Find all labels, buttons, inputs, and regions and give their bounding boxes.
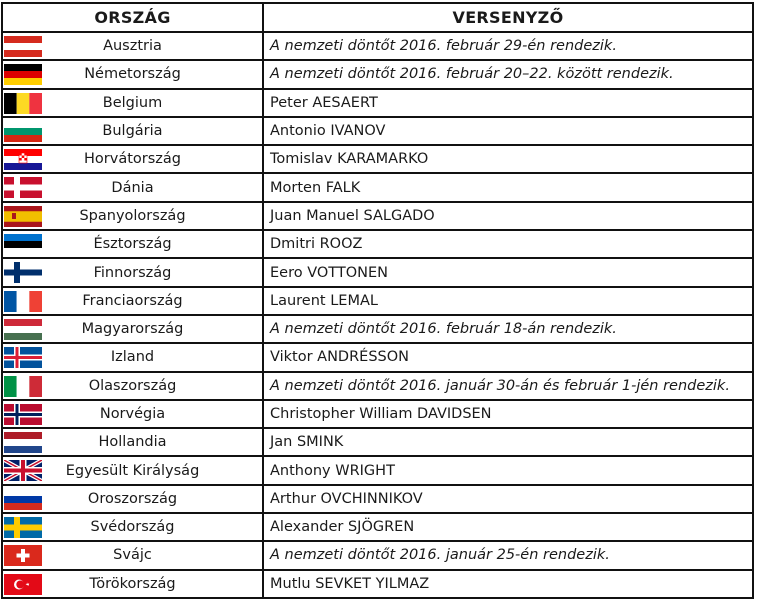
country-cell <box>2 32 263 60</box>
uk-flag-icon <box>4 460 42 481</box>
denmark-flag-icon <box>4 177 42 198</box>
country-cell <box>2 145 263 173</box>
competitor-column-header: VERSENYZŐ <box>263 3 753 32</box>
country-cell <box>2 372 263 400</box>
competitor-cell: Mutlu SEVKET YILMAZ <box>263 570 753 598</box>
table-row <box>2 428 753 456</box>
table-row <box>2 400 753 428</box>
competitor-cell: Eero VOTTONEN <box>263 258 753 286</box>
country-cell <box>2 287 263 315</box>
country-cell <box>2 202 263 230</box>
germany-flag-icon <box>4 64 42 85</box>
competitor-cell: Alexander SJÖGREN <box>263 513 753 541</box>
country-name: Oroszország <box>87 490 178 507</box>
country-name: Izland <box>110 349 155 366</box>
country-name: Törökország <box>89 575 176 592</box>
estonia-flag-icon <box>4 234 42 255</box>
country-name: Svájc <box>113 547 152 564</box>
finland-flag-icon <box>4 262 42 283</box>
country-cell <box>2 541 263 569</box>
competitor-cell: Tomislav KARAMARKO <box>263 145 753 173</box>
italy-flag-icon <box>4 376 42 397</box>
country-name: Bulgária <box>102 123 163 140</box>
competitor-cell: Dmitri ROOZ <box>263 230 753 258</box>
table-row <box>2 287 753 315</box>
table-row <box>2 315 753 343</box>
competitor-cell: A nemzeti döntőt 2016. január 30-án és február 1-jén rendezik. <box>263 372 753 400</box>
competitor-cell: A nemzeti döntőt 2016. február 18-án rendezik. <box>263 315 753 343</box>
country-cell <box>2 89 263 117</box>
table-row <box>2 173 753 201</box>
table-row <box>2 513 753 541</box>
country-name: Magyarország <box>81 321 184 338</box>
table-row <box>2 230 753 258</box>
country-name: Észtország <box>93 236 172 253</box>
table-row <box>2 343 753 371</box>
competitor-cell: Christopher William DAVIDSEN <box>263 400 753 428</box>
table-row <box>2 32 753 60</box>
table-row <box>2 456 753 484</box>
table-row <box>2 258 753 286</box>
sweden-flag-icon <box>4 517 42 538</box>
country-cell <box>2 456 263 484</box>
table-row <box>2 202 753 230</box>
country-cell <box>2 400 263 428</box>
table-row <box>2 372 753 400</box>
country-cell <box>2 258 263 286</box>
table-row <box>2 570 753 598</box>
country-name: Dánia <box>111 179 154 196</box>
belgium-flag-icon <box>4 93 42 114</box>
country-name: Belgium <box>102 94 163 111</box>
norway-flag-icon <box>4 404 42 425</box>
country-name: Hollandia <box>98 434 167 451</box>
country-cell <box>2 315 263 343</box>
country-name: Finnország <box>93 264 172 281</box>
switzerland-flag-icon <box>4 545 42 566</box>
country-cell <box>2 343 263 371</box>
country-cell <box>2 570 263 598</box>
competitor-cell: Anthony WRIGHT <box>263 456 753 484</box>
competitor-cell: A nemzeti döntőt 2016. január 25-én rendezik. <box>263 541 753 569</box>
country-cell <box>2 117 263 145</box>
competitor-cell: Jan SMINK <box>263 428 753 456</box>
country-name: Ausztria <box>103 38 162 55</box>
country-cell <box>2 485 263 513</box>
competitor-cell: Arthur OVCHINNIKOV <box>263 485 753 513</box>
competitor-cell: Antonio IVANOV <box>263 117 753 145</box>
country-name: Horvátország <box>84 151 181 168</box>
country-cell <box>2 513 263 541</box>
country-name: Svédország <box>90 519 175 536</box>
country-name: Egyesült Királyság <box>65 462 200 479</box>
competitors-table <box>1 2 754 599</box>
country-name: Spanyolország <box>79 207 186 224</box>
competitor-cell: A nemzeti döntőt 2016. február 20–22. között rendezik. <box>263 60 753 88</box>
table-row <box>2 89 753 117</box>
competitor-cell: Morten FALK <box>263 173 753 201</box>
table-row <box>2 145 753 173</box>
france-flag-icon <box>4 291 42 312</box>
competitor-cell: Juan Manuel SALGADO <box>263 202 753 230</box>
hungary-flag-icon <box>4 319 42 340</box>
spain-flag-icon <box>4 206 42 227</box>
competitor-cell: Peter AESAERT <box>263 89 753 117</box>
country-cell <box>2 173 263 201</box>
table-row <box>2 60 753 88</box>
country-cell <box>2 60 263 88</box>
table-row <box>2 117 753 145</box>
iceland-flag-icon <box>4 347 42 368</box>
country-cell <box>2 428 263 456</box>
table-row <box>2 541 753 569</box>
austria-flag-icon <box>4 36 42 57</box>
netherlands-flag-icon <box>4 432 42 453</box>
country-column-header: ORSZÁG <box>2 3 263 32</box>
country-name: Olaszország <box>88 377 177 394</box>
competitor-cell: Laurent LEMAL <box>263 287 753 315</box>
croatia-flag-icon <box>4 149 42 170</box>
country-name: Norvégia <box>99 406 166 422</box>
russia-flag-icon <box>4 489 42 510</box>
country-name: Németország <box>84 66 181 83</box>
turkey-flag-icon <box>4 574 42 595</box>
country-cell <box>2 230 263 258</box>
header-row <box>2 3 753 32</box>
country-name: Franciaország <box>82 292 183 309</box>
table-row <box>2 485 753 513</box>
bulgaria-flag-icon <box>4 121 42 142</box>
competitor-cell: A nemzeti döntőt 2016. február 29-én rendezik. <box>263 32 753 60</box>
competitor-cell: Viktor ANDRÉSSON <box>263 343 753 371</box>
